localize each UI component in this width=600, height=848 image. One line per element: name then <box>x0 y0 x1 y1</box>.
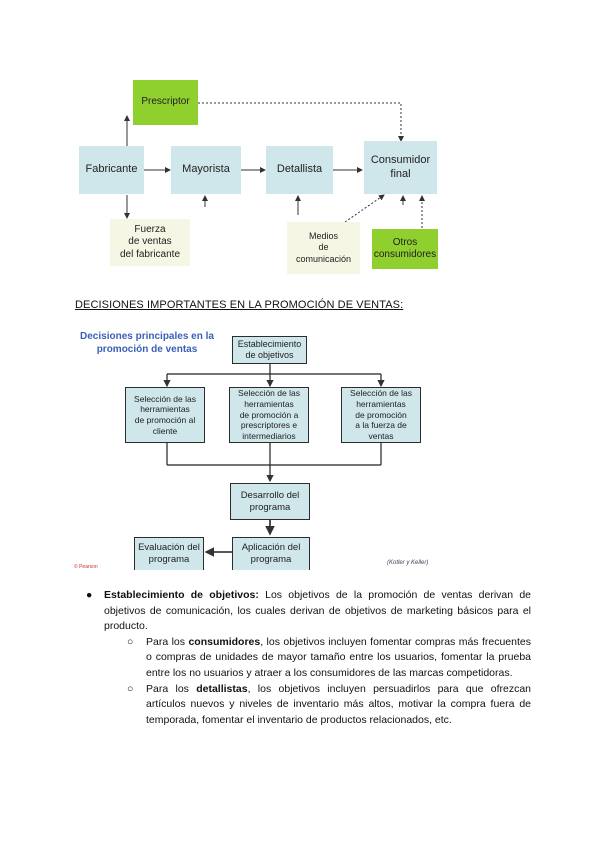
seleccion-intermediarios-box: Selección de las herramientas de promoción a prescriptores e intermediarios <box>229 387 309 443</box>
sub-bullet-prefix: Para los <box>146 682 197 695</box>
fuerza-de-ventas-box: Fuerza de ventas del fabricante <box>110 219 190 266</box>
mayorista-box: Mayorista <box>171 146 241 194</box>
otros-consumidores-box: Otros consumidores <box>372 229 438 269</box>
desarrollo-programa-box: Desarrollo del programa <box>230 483 310 520</box>
bullet-dot-icon: ● <box>86 589 93 601</box>
seleccion-fuerza-ventas-box: Selección de las herramientas de promoción a la fuerza de ventas <box>341 387 421 443</box>
sub-bullet-prefix: Para los <box>146 635 189 648</box>
section-heading: DECISIONES IMPORTANTES EN LA PROMOCIÓN DE VENTAS: <box>75 299 404 311</box>
sub-bullet-text: , los objetivos incluyen fomentar compras más frecuentes o compras de unidades de mayor tamaño entre los usuarios, fomentar la prueba entre los no usuarios y atraer a los consumidores de las marcas competidoras. <box>146 635 531 679</box>
seleccion-cliente-box: Selección de las herramientas de promoción al cliente <box>125 387 205 443</box>
circle-bullet-icon: ○ <box>127 682 134 695</box>
sub-bullet-text: , los objetivos incluyen persuadirlos para que ofrezcan artículos nuevos y niveles de inventario más altos, motivar la compra fuera de temporada, fomentar el inventario de productos relacionados, etc. <box>146 682 532 726</box>
prescriptor-box: Prescriptor <box>133 80 198 125</box>
sub-bullet-detallistas <box>111 682 531 729</box>
sub-bullet-bold: detallistas <box>196 682 248 695</box>
aplicacion-programa-box: Aplicación del programa <box>232 537 310 570</box>
establecimiento-objetivos-box: Establecimiento de objetivos <box>232 336 307 364</box>
bullet-text: Los objetivos de la promoción de ventas derivan de objetivos de comunicación, los cuales derivan de objetivos de marketing básicos para el producto. <box>104 589 532 633</box>
medios-comunicacion-box: Medios de comunicación <box>287 222 360 274</box>
sub-bullet-consumidores <box>111 635 531 682</box>
source-note: (Kotler y Keller) <box>387 560 429 566</box>
copyright-note: © Pearson <box>74 564 98 570</box>
bullet-bold: Establecimiento de objetivos: <box>104 589 259 601</box>
circle-bullet-icon: ○ <box>127 635 134 648</box>
sub-bullet-bold: consumidores <box>188 635 261 648</box>
consumidor-final-box: Consumidor final <box>364 141 437 194</box>
decision-diagram-title: Decisiones principales en la promoción de ventas <box>80 331 214 355</box>
body-text <box>86 588 531 728</box>
fabricante-box: Fabricante <box>79 146 144 194</box>
bullet-objetivos <box>86 588 531 635</box>
detallista-box: Detallista <box>266 146 333 194</box>
evaluacion-programa-box: Evaluación del programa <box>134 537 204 570</box>
